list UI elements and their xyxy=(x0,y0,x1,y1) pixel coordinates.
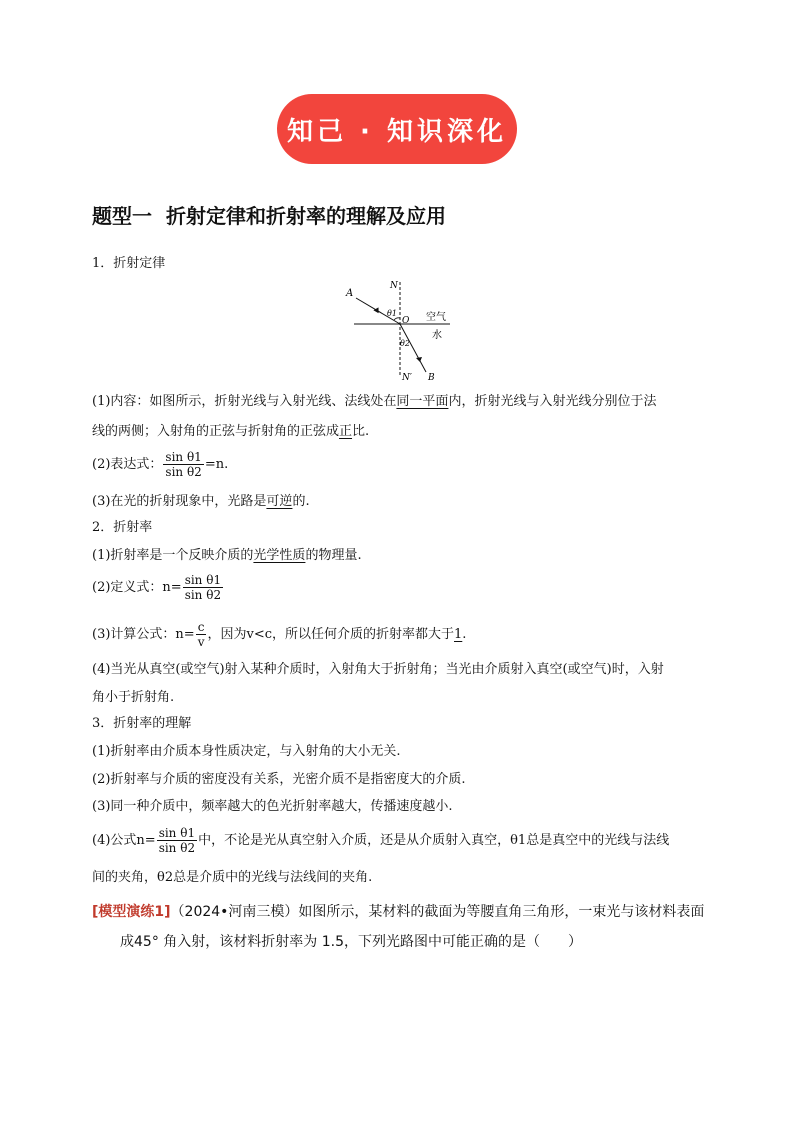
s3-item4-cont: 间的夹角，θ2总是介质中的光线与法线间的夹角. xyxy=(92,870,373,885)
diagram-label-air: 空气 xyxy=(426,312,446,323)
s3-item4: (4)公式n= $\frac{\text{sin θ1}}{\text{sin θ2}}$ 中，不论是光从真空射入介质，还是从介质射入真空，θ1总是真空中的光线与法线 xyxy=(92,826,670,855)
diagram-label-theta1: θ1 xyxy=(387,309,397,318)
refraction-diagram xyxy=(340,276,460,386)
diagram-label-B: B xyxy=(428,373,435,383)
s1-content-line2: 线的两侧；入射角的正弦与折射角的正弦成正比. xyxy=(92,424,370,439)
diagram-label-N: N xyxy=(390,281,398,291)
s1-content-line1: (1)内容：如图所示，折射光线与入射光线、法线处在同一平面内，折射光线与入射光线分别位于法 xyxy=(92,394,657,409)
example-tag: [模型演练1] xyxy=(92,904,171,920)
s1-title: 1．折射定律 xyxy=(92,256,166,271)
diagram-label-theta2: θ2 xyxy=(400,339,410,348)
s2-definition: (2)定义式：n= $\frac{\text{sin θ1}}{\text{sin θ2}}$ xyxy=(92,573,222,602)
example-line2: 成45° 角入射，该材料折射率为 1.5，下列光路图中可能正确的是（ ） xyxy=(120,934,582,950)
diagram-label-O: O xyxy=(402,316,410,326)
heading-part2: 折射定律和折射率的理解及应用 xyxy=(166,204,446,228)
heading-part1: 题型一 xyxy=(92,204,152,228)
s2-content-line1: (1)折射率是一个反映介质的光学性质的物理量. xyxy=(92,548,362,563)
s3-title: 3．折射率的理解 xyxy=(92,716,192,731)
s3-item1: (1)折射率由介质本身性质决定，与入射角的大小无关. xyxy=(92,744,401,759)
s1-expression: (2)表达式： $\frac{\text{sin θ1}}{\text{sin θ2}}$ =n. xyxy=(92,450,229,479)
section-banner: 知己 · 知识深化 xyxy=(277,94,517,164)
s1-reversible: (3)在光的折射现象中，光路是可逆的. xyxy=(92,494,310,509)
s2-title: 2．折射率 xyxy=(92,520,153,535)
diagram-label-Nprime: N′ xyxy=(402,373,412,383)
example-line1: [模型演练1]（2024•河南三模）如图所示，某材料的截面为等腰直角三角形，一束光与该材料表面 xyxy=(92,904,705,920)
section-heading xyxy=(92,200,446,229)
diagram-label-A: A xyxy=(346,288,354,299)
s2-formula: (3)计算公式：n= $\frac{c}{v}$ ，因为v<c，所以任何介质的折射率都大于1. xyxy=(92,620,467,649)
s2-content-line4: (4)当光从真空(或空气)射入某种介质时，入射角大于折射角；当光由介质射入真空(或空气)时，入射 xyxy=(92,662,664,677)
s3-item2: (2)折射率与介质的密度没有关系，光密介质不是指密度大的介质. xyxy=(92,772,466,787)
s3-item3: (3)同一种介质中，频率越大的色光折射率越大，传播速度越小. xyxy=(92,799,453,814)
s2-content-line5: 角小于折射角. xyxy=(92,690,175,705)
diagram-label-water: 水 xyxy=(432,330,442,341)
